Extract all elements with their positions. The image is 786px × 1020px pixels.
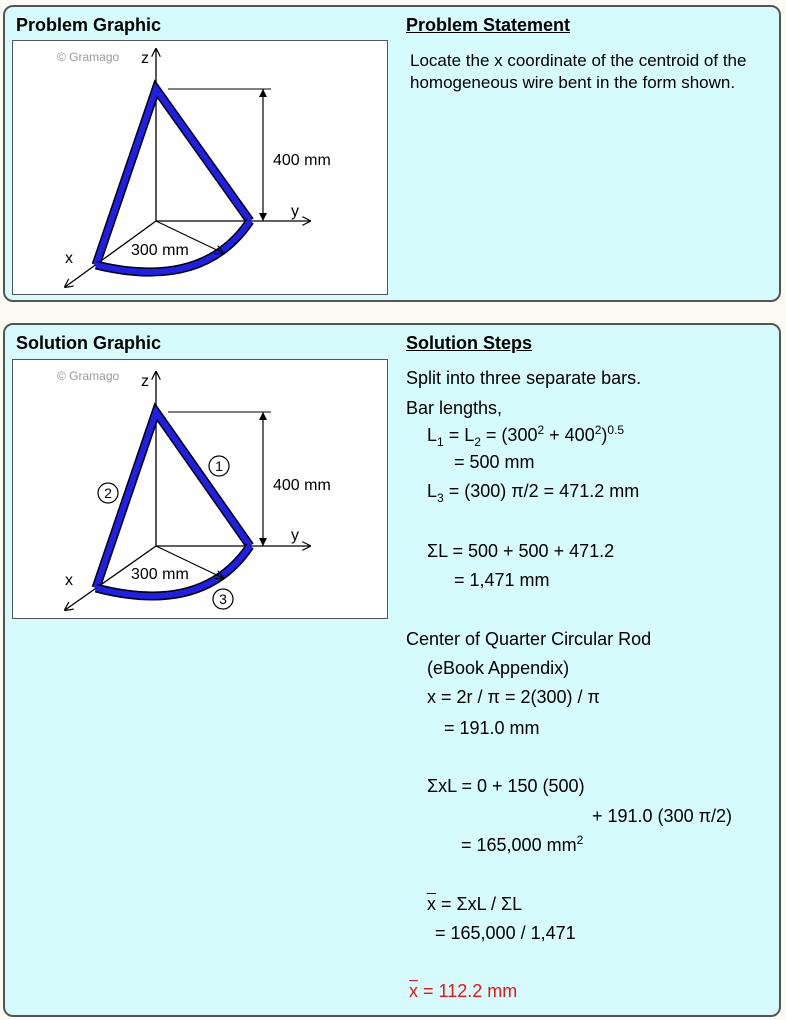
z-label: z	[141, 373, 149, 390]
x-label: x	[65, 250, 73, 267]
x-label: x	[65, 572, 73, 589]
solution-steps-title: Solution Steps	[406, 333, 532, 353]
step-l3: $L_3 = (300) \pi/2 = 471.2$ mm	[427, 481, 640, 505]
copyright-text: © Gramago	[57, 369, 120, 383]
problem-graphic-title: Problem Graphic	[16, 15, 162, 35]
solution-graphic-title: Solution Graphic	[16, 333, 162, 353]
radius-label: 300 mm	[131, 242, 189, 259]
step-sum-xl-result: = 165,000 $mm^2$	[461, 833, 584, 855]
step-x-result: = 191.0 mm	[444, 718, 540, 738]
problem-statement-text: Locate the x coordinate of the centroid of the homogeneous wire bent in the form shown.	[410, 51, 747, 92]
step-bar-lengths: Bar lengths,	[406, 398, 503, 418]
bar-3-label: 3	[219, 591, 227, 607]
solution-panel	[3, 323, 781, 1017]
step-center-title: Center of Quarter Circular Rod	[406, 629, 652, 649]
step-appendix: (eBook Appendix)	[427, 658, 570, 678]
height-label: 400 mm	[273, 152, 331, 169]
step-sum-l: ΣL = 500 + 500 + 471.2	[427, 541, 615, 561]
step-l1-l2: $L_1 = L_2 = (300^2 + 400^2)^{0.5}$	[427, 423, 625, 449]
radius-label: 300 mm	[131, 566, 189, 583]
problem-figure	[12, 40, 388, 295]
y-label: y	[291, 527, 299, 544]
step-l1-l2-result: = 500 mm	[454, 452, 535, 472]
bar-2-label: 2	[104, 485, 112, 501]
step-xbar: $\overline{x} = \Sigma xL / \Sigma L$	[427, 894, 523, 914]
height-label: 400 mm	[273, 477, 331, 494]
step-sum-xl-cont: + 191.0 (300 π/2)	[592, 806, 733, 826]
step-x-formula: x = 2r / π = 2(300) / π	[427, 687, 600, 707]
copyright-text: © Gramago	[57, 50, 120, 64]
step-sum-l-result: = 1,471 mm	[454, 570, 550, 590]
solution-figure	[12, 359, 388, 619]
step-xbar-div: = 165,000 / 1,471	[435, 923, 576, 943]
bar-1-label: 1	[215, 458, 223, 474]
step-sum-xl: ΣxL = 0 + 150 (500)	[427, 776, 585, 796]
step-split: Split into three separate bars.	[406, 368, 642, 388]
problem-statement-title: Problem Statement	[406, 15, 571, 35]
y-label: y	[291, 203, 299, 220]
z-label: z	[141, 50, 149, 67]
problem-panel	[3, 5, 781, 302]
final-answer: $\overline{x} = 112.2$ mm	[409, 981, 518, 1001]
